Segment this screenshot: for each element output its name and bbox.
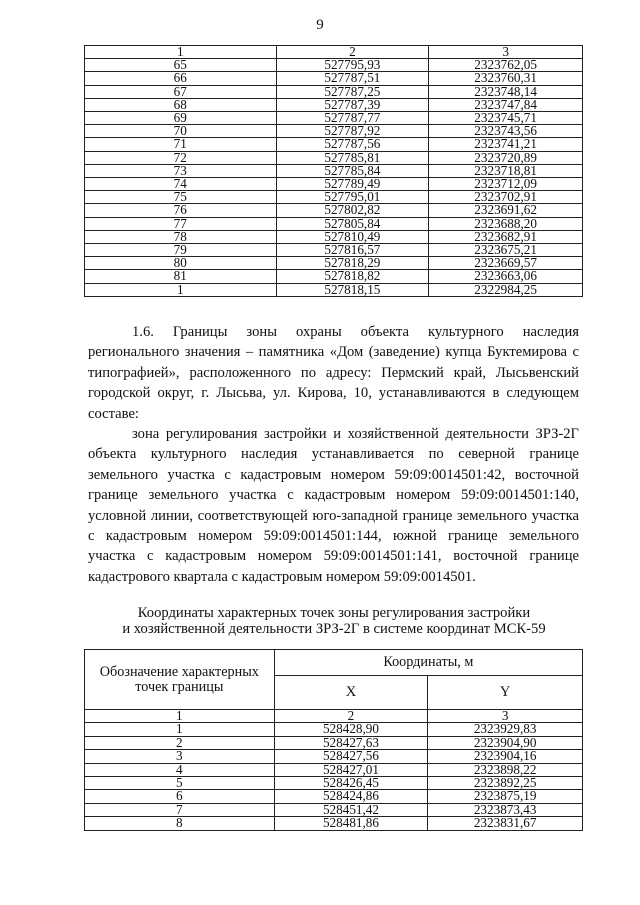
y-coordinate-cell: 2323873,43 <box>428 803 583 816</box>
x-coordinate-cell: 528426,45 <box>274 777 428 790</box>
coordinates-header: Координаты, м <box>274 650 582 676</box>
point-number-cell: 70 <box>85 125 277 138</box>
table-row <box>85 283 583 296</box>
point-number-cell: 4 <box>85 763 275 776</box>
point-number-cell: 2 <box>85 736 275 749</box>
y-coordinate-cell: 2323702,91 <box>429 191 583 204</box>
table-caption <box>84 606 584 637</box>
x-coordinate-cell: 527785,81 <box>276 151 429 164</box>
caption-line: Координаты характерных точек зоны регулирования застройки <box>137 605 531 621</box>
x-coordinate-cell: 527816,57 <box>276 244 429 257</box>
point-designation-header <box>85 650 275 710</box>
y-coordinate-cell: 2323720,89 <box>429 151 583 164</box>
column-number: 1 <box>85 710 275 723</box>
y-coordinate-cell: 2323682,91 <box>429 230 583 243</box>
x-coordinate-cell: 527818,82 <box>276 270 429 283</box>
point-number-cell: 8 <box>85 817 275 830</box>
point-number-cell: 78 <box>85 230 277 243</box>
y-coordinate-cell: 2323675,21 <box>429 244 583 257</box>
point-number-cell: 67 <box>85 85 277 98</box>
point-number-cell: 7 <box>85 803 275 816</box>
zrz-coordinates-table <box>84 649 583 831</box>
point-number-cell: 81 <box>85 270 277 283</box>
x-coordinate-cell: 527787,51 <box>276 72 429 85</box>
x-coordinate-cell: 527818,15 <box>276 283 429 296</box>
x-coordinate-cell: 527802,82 <box>276 204 429 217</box>
point-number-cell: 79 <box>85 244 277 257</box>
y-coordinate-cell: 2323929,83 <box>428 723 583 736</box>
x-coordinate-cell: 528427,63 <box>274 736 428 749</box>
point-number-cell: 1 <box>85 723 275 736</box>
y-coordinate-cell: 2323663,06 <box>429 270 583 283</box>
y-coordinate-cell: 2323741,21 <box>429 138 583 151</box>
x-coordinate-cell: 528428,90 <box>274 723 428 736</box>
table-row <box>85 817 583 830</box>
point-number-cell: 76 <box>85 204 277 217</box>
x-header: X <box>274 676 428 710</box>
x-coordinate-cell: 528424,86 <box>274 790 428 803</box>
point-number-cell: 69 <box>85 112 277 125</box>
y-coordinate-cell: 2323762,05 <box>429 59 583 72</box>
y-coordinate-cell: 2323743,56 <box>429 125 583 138</box>
caption-line: и хозяйственной деятельности ЗРЗ-2Г в системе координат МСК-59 <box>122 620 546 637</box>
point-number-cell: 75 <box>85 191 277 204</box>
x-coordinate-cell: 528427,56 <box>274 750 428 763</box>
y-coordinate-cell: 2323748,14 <box>429 85 583 98</box>
x-coordinate-cell: 527787,92 <box>276 125 429 138</box>
point-number-cell: 73 <box>85 164 277 177</box>
x-coordinate-cell: 528481,86 <box>274 817 428 830</box>
point-number-cell: 74 <box>85 178 277 191</box>
y-coordinate-cell: 2323718,81 <box>429 164 583 177</box>
y-header: Y <box>428 676 583 710</box>
point-number-cell: 6 <box>85 790 275 803</box>
x-coordinate-cell: 527787,56 <box>276 138 429 151</box>
column-number: 3 <box>429 46 583 59</box>
zone-description-paragraph: зона регулирования застройки и хозяйственной деятельности ЗРЗ-2Г объекта культурного наследия устанавливается по северной границе земельного участка с кадастровым номером 59:09:0014501:42, восточной границе земельного участка с кадастровым номером 59:09:0014501:140, условной линии, соответствующей юго-западной границе земельного участка с кадастровым номером 59:09:0014501:144, южной границе земельного участка с кадастровым номером 59:09:0014501:141, восточной границе кадастрового квартала с кадастровым номером 59:09:0014501. <box>88 426 579 585</box>
y-coordinate-cell: 2323875,19 <box>428 790 583 803</box>
column-number: 2 <box>276 46 429 59</box>
point-number-cell: 5 <box>85 777 275 790</box>
y-coordinate-cell: 2323892,25 <box>428 777 583 790</box>
y-coordinate-cell: 2323831,67 <box>428 817 583 830</box>
point-number-cell: 3 <box>85 750 275 763</box>
point-number-cell: 72 <box>85 151 277 164</box>
x-coordinate-cell: 527789,49 <box>276 178 429 191</box>
y-coordinate-cell: 2323691,62 <box>429 204 583 217</box>
y-coordinate-cell: 2323745,71 <box>429 112 583 125</box>
x-coordinate-cell: 527787,77 <box>276 112 429 125</box>
y-coordinate-cell: 2323898,22 <box>428 763 583 776</box>
x-coordinate-cell: 527795,01 <box>276 191 429 204</box>
x-coordinate-cell: 527785,84 <box>276 164 429 177</box>
y-coordinate-cell: 2323669,57 <box>429 257 583 270</box>
point-number-cell: 1 <box>85 283 277 296</box>
column-number: 2 <box>274 710 428 723</box>
point-number-cell: 80 <box>85 257 277 270</box>
x-coordinate-cell: 528451,42 <box>274 803 428 816</box>
coordinates-table-continued <box>84 45 583 297</box>
column-number: 3 <box>428 710 583 723</box>
x-coordinate-cell: 527810,49 <box>276 230 429 243</box>
page-number: 9 <box>316 17 324 33</box>
y-coordinate-cell: 2323760,31 <box>429 72 583 85</box>
header-text: точек границы <box>135 678 224 695</box>
y-coordinate-cell: 2323688,20 <box>429 217 583 230</box>
point-number-cell: 71 <box>85 138 277 151</box>
section-paragraph: 1.6. Границы зоны охраны объекта культурного наследия регионального значения – памятника «Дом (заведение) купца Буктемирова с типографией», расположенного по адресу: Пермский край, Лысьвенский городской округ, г. Лысьва, ул. Кирова, 10, устанавливаются в следующем составе: <box>88 324 579 422</box>
y-coordinate-cell: 2322984,25 <box>429 283 583 296</box>
x-coordinate-cell: 528427,01 <box>274 763 428 776</box>
x-coordinate-cell: 527818,29 <box>276 257 429 270</box>
point-number-cell: 77 <box>85 217 277 230</box>
x-coordinate-cell: 527787,39 <box>276 98 429 111</box>
x-coordinate-cell: 527805,84 <box>276 217 429 230</box>
header-text: Обозначение характерных <box>99 663 259 680</box>
point-number-cell: 65 <box>85 59 277 72</box>
y-coordinate-cell: 2323904,90 <box>428 736 583 749</box>
column-number: 1 <box>85 46 277 59</box>
point-number-cell: 66 <box>85 72 277 85</box>
y-coordinate-cell: 2323904,16 <box>428 750 583 763</box>
x-coordinate-cell: 527795,93 <box>276 59 429 72</box>
point-number-cell: 68 <box>85 98 277 111</box>
y-coordinate-cell: 2323747,84 <box>429 98 583 111</box>
x-coordinate-cell: 527787,25 <box>276 85 429 98</box>
y-coordinate-cell: 2323712,09 <box>429 178 583 191</box>
